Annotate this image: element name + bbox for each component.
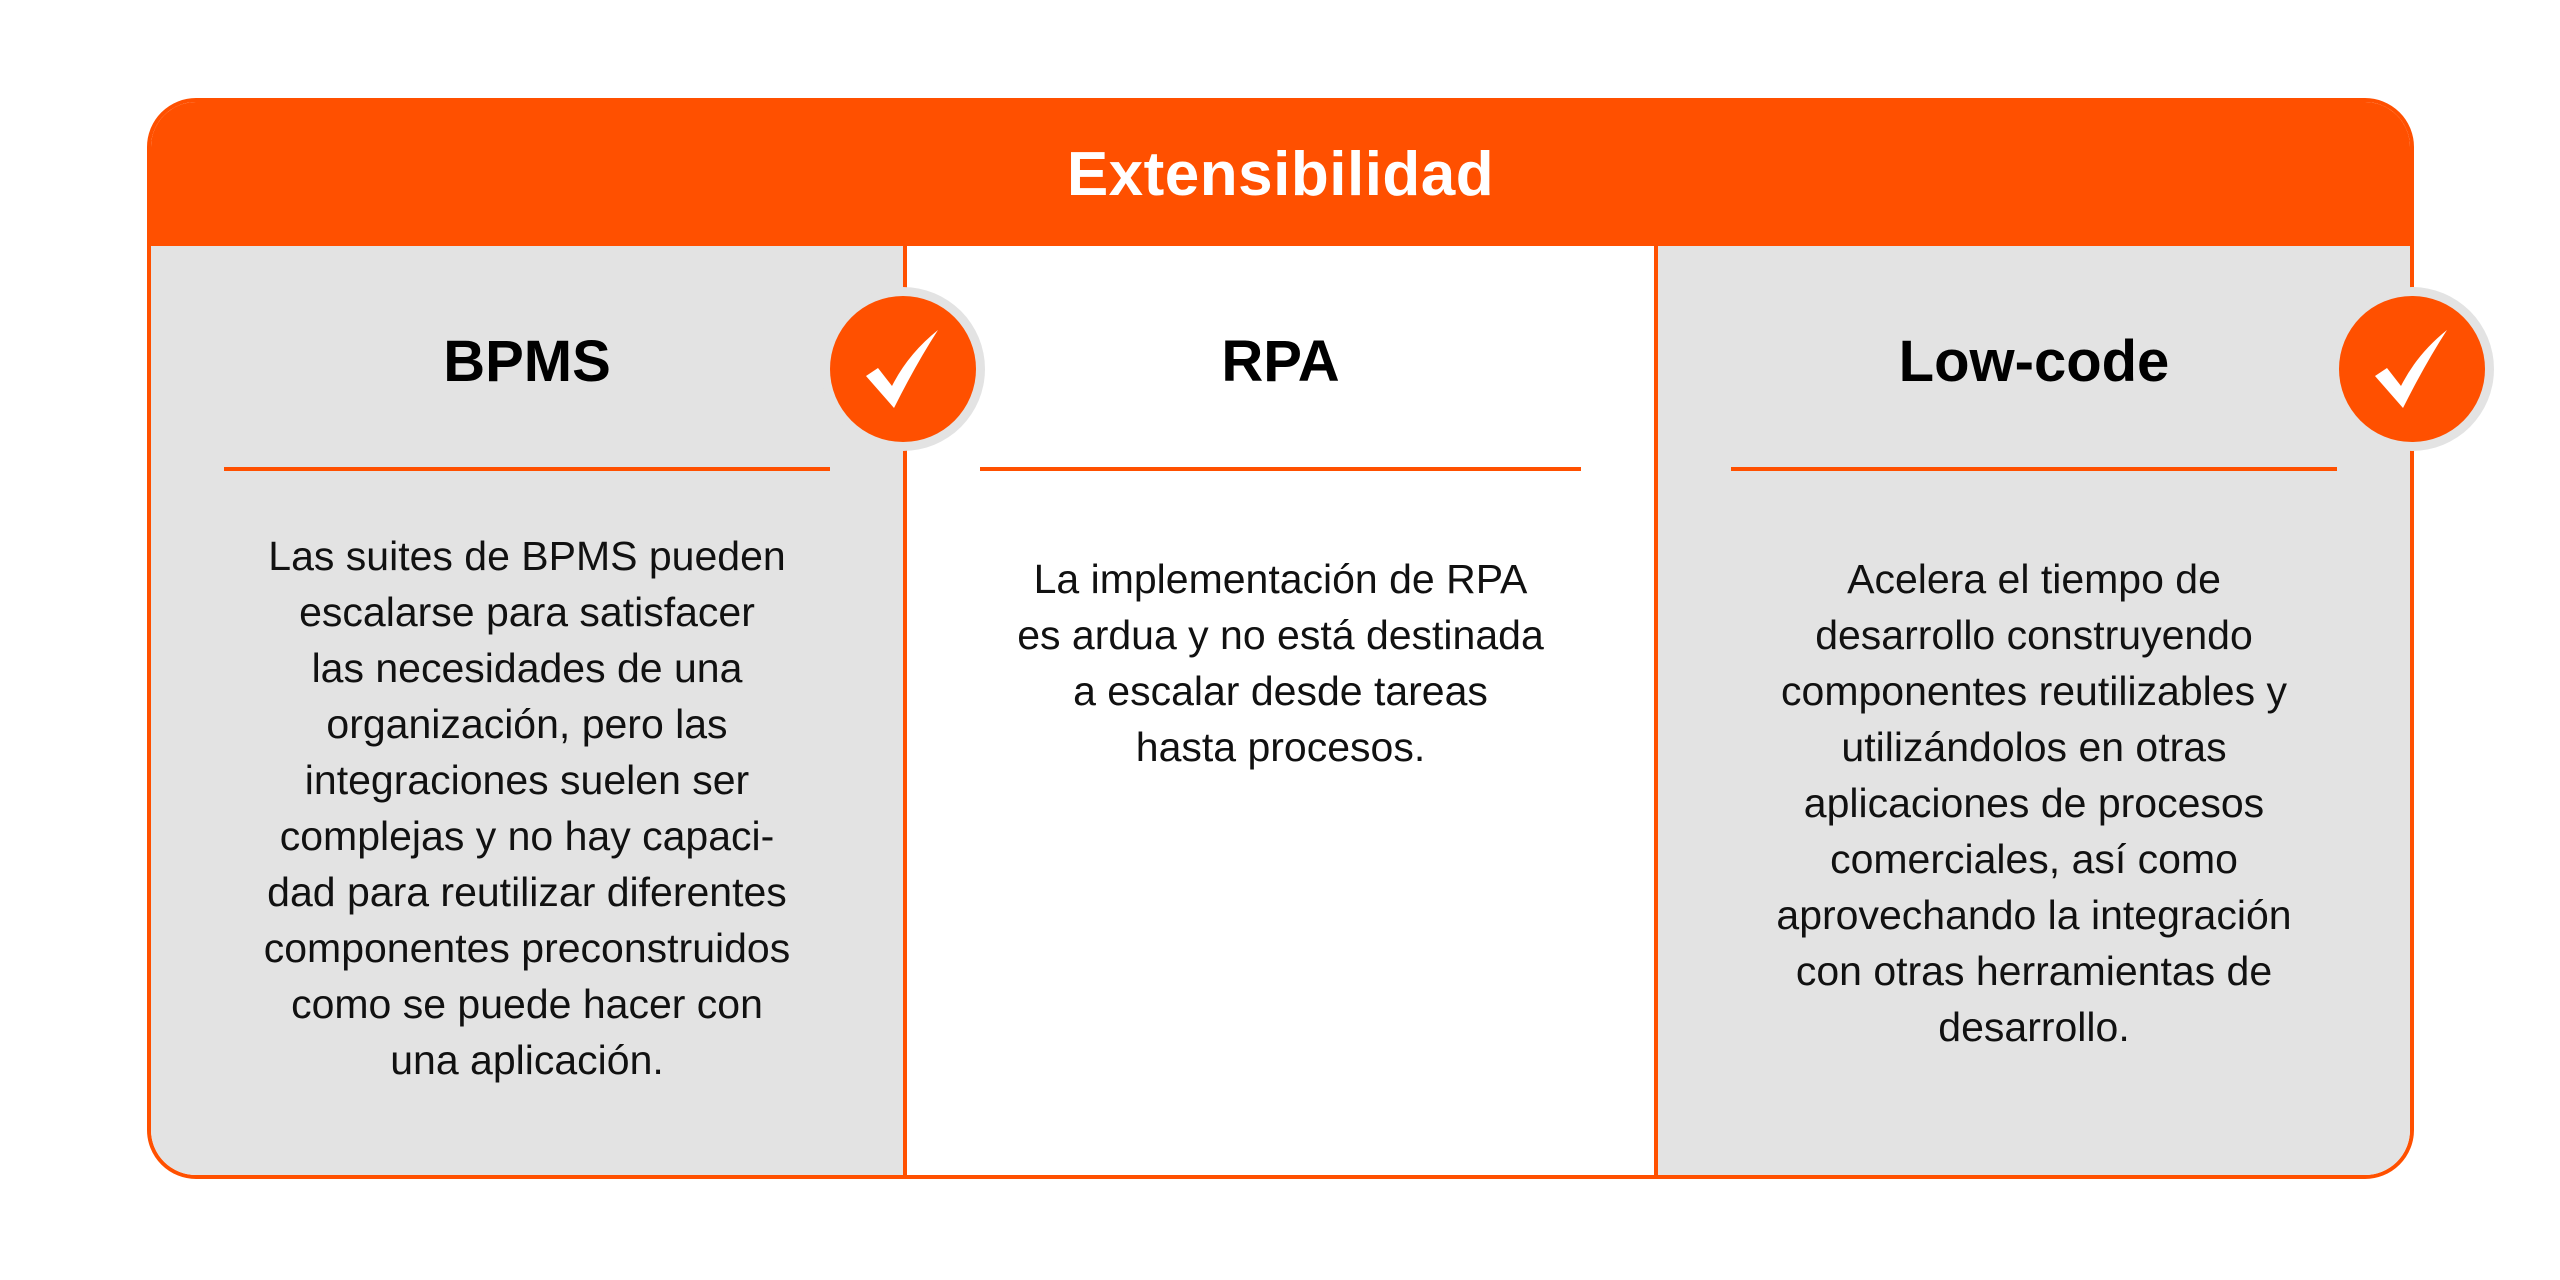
description-line: organización, pero las [326,701,728,747]
description-line: utilizándolos en otras [1841,724,2227,770]
column-rpa [903,246,1658,1175]
card-header [151,102,2410,246]
card-title: Extensibilidad [1066,139,1495,209]
description-line: hasta procesos. [1135,724,1426,770]
column-heading: Low-code [1898,329,2170,394]
column-description [1658,551,2410,1055]
column-heading: BPMS [443,329,611,394]
check-icon [2367,324,2457,414]
description-line: las necesidades de una [311,645,743,691]
column-description [151,528,903,1088]
check-icon [858,324,948,414]
column-heading: RPA [1221,329,1340,394]
column-description [907,551,1654,775]
description-line: aprovechando la integración [1776,892,2292,938]
description-line: una aplicación. [390,1037,664,1083]
check-badge-bpms [821,287,985,451]
description-line: Las suites de BPMS pueden [268,533,786,579]
comparison-card [147,98,2414,1179]
description-line: integraciones suelen ser [304,757,750,803]
description-line: desarrollo. [1938,1004,2130,1050]
description-line: dad para reutilizar diferentes [267,869,787,915]
description-line: es ardua y no está destinada [1017,612,1544,658]
description-line: aplicaciones de procesos [1803,780,2265,826]
check-badge-low-code [2330,287,2494,451]
column-bpms [151,246,903,1175]
description-line: complejas y no hay capaci- [279,813,775,859]
description-line: desarrollo construyendo [1815,612,2253,658]
heading-divider [980,467,1581,471]
description-line: La implementación de RPA [1033,556,1528,602]
description-line: Acelera el tiempo de [1847,556,2221,602]
description-line: con otras herramientas de [1795,948,2273,994]
description-line: componentes preconstruidos [263,925,791,971]
heading-divider [224,467,830,471]
description-line: como se puede hacer con [291,981,763,1027]
heading-divider [1731,467,2337,471]
description-line: a escalar desde tareas [1073,668,1488,714]
description-line: escalarse para satisfacer [299,589,755,635]
column-low-code [1658,246,2410,1175]
description-line: comerciales, así como [1830,836,2238,882]
description-line: componentes reutilizables y [1781,668,2287,714]
